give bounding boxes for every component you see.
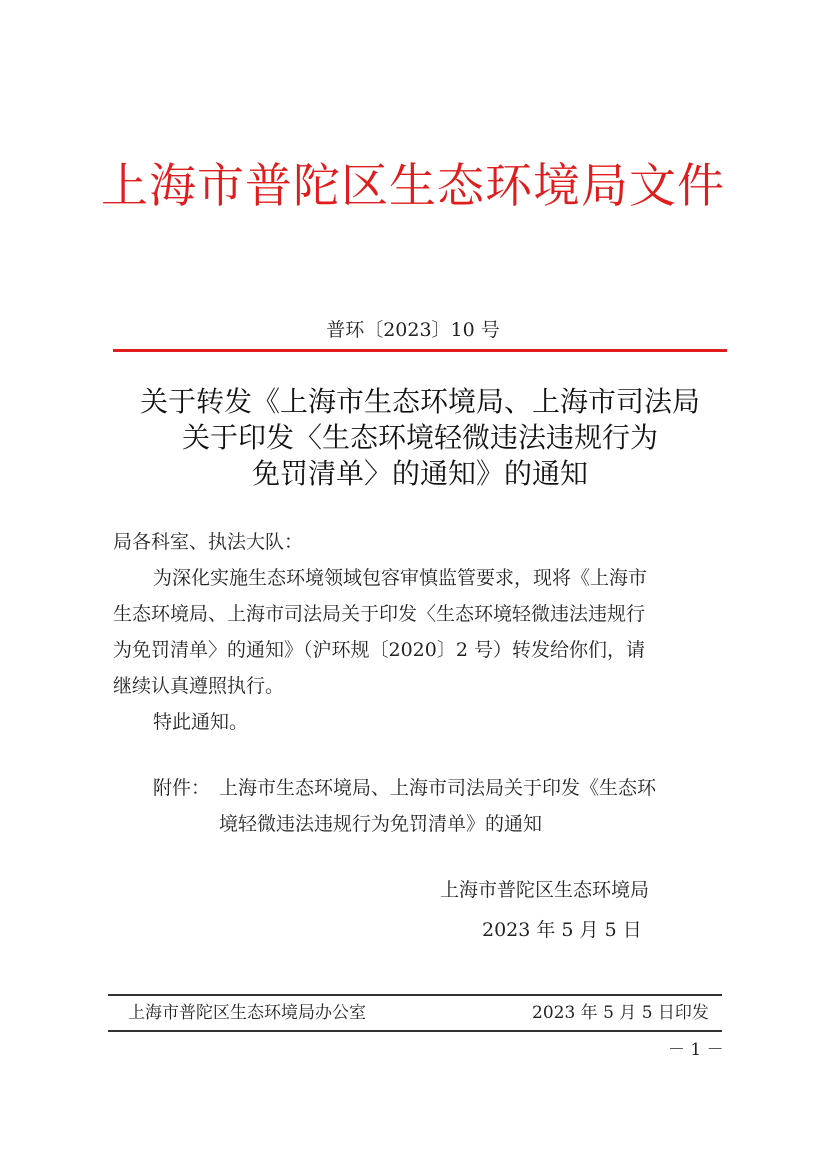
attachment-line-1: 上海市生态环境局、上海市司法局关于印发《生态环 xyxy=(219,777,657,799)
footer-bottom-rule xyxy=(108,1030,722,1032)
paragraph-line-1: 为深化实施生态环境领域包容审慎监管要求，现将《上海市 xyxy=(153,567,648,589)
closing-text: 特此通知。 xyxy=(153,711,249,733)
footer-top-rule xyxy=(108,994,722,996)
page-number: － 1 － xyxy=(668,1040,724,1060)
footer-issuer: 上海市普陀区生态环境局办公室 xyxy=(128,1003,366,1023)
paragraph-line-4: 继续认真遵照执行。 xyxy=(113,675,285,697)
footer-issue-date: 2023 年 5 月 5 日印发 xyxy=(532,1003,709,1023)
document-number: 普环〔2023〕10 号 xyxy=(326,319,500,341)
title-line-1: 关于转发《上海市生态环境局、上海市司法局 xyxy=(139,385,700,418)
document-header-title: 上海市普陀区生态环境局文件 xyxy=(101,159,725,214)
attachment-label: 附件： xyxy=(153,777,211,799)
red-header-rule xyxy=(113,349,727,352)
attachment-title xyxy=(219,770,656,842)
document-title xyxy=(100,384,740,492)
signature-organization: 上海市普陀区生态环境局 xyxy=(440,879,650,901)
salutation: 局各科室、执法大队： xyxy=(113,531,304,553)
signature-date: 2023 年 5 月 5 日 xyxy=(482,919,642,941)
attachment-line-2: 境轻微违法违规行为免罚清单》的通知 xyxy=(219,813,543,835)
title-line-2: 关于印发〈生态环境轻微违法违规行为 xyxy=(181,421,658,454)
body-paragraph xyxy=(113,560,727,704)
paragraph-line-3: 为免罚清单〉的通知》（沪环规〔2020〕2 号）转发给你们，请 xyxy=(113,639,645,661)
paragraph-line-2: 生态环境局、上海市司法局关于印发〈生态环境轻微违法违规行 xyxy=(113,603,646,625)
title-line-3: 免罚清单〉的通知》的通知 xyxy=(251,457,588,490)
